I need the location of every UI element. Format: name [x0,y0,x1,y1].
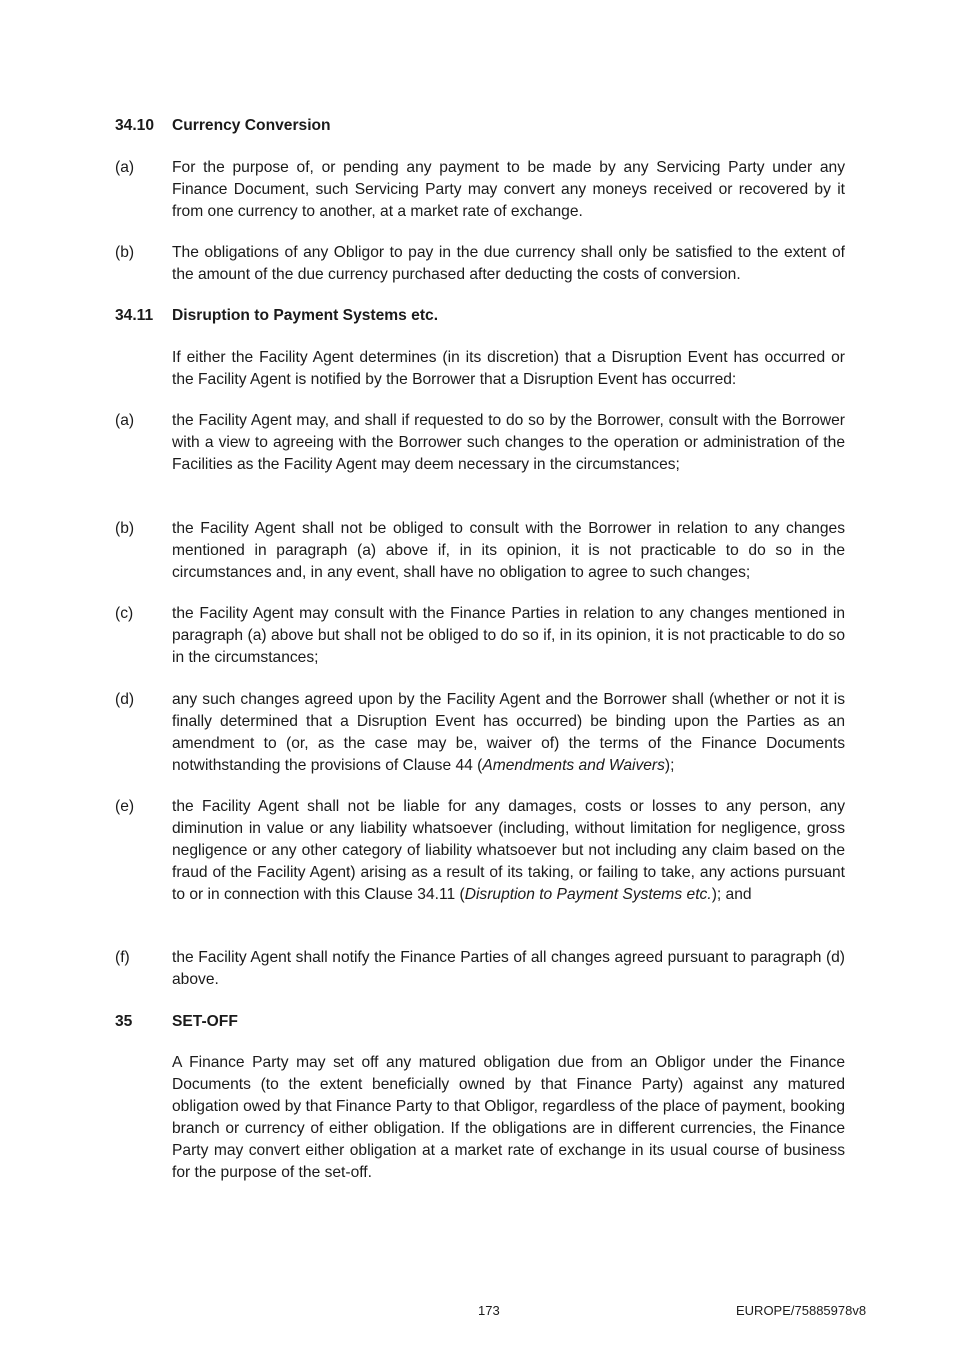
clause-34-11-para-a [115,410,845,476]
clause-number: 35 [115,1013,133,1030]
clause-reference-title: Amendments and Waivers [482,757,665,774]
clause-title: SET-OFF [172,1013,238,1030]
clause-34-10-para-b [115,242,845,286]
para-text: the Facility Agent may consult with the Finance Parties in relation to any changes mentioned in paragraph (a) above but shall not be obliged to do so if, in its opinion, it is not practicable to do so in the circumstances; [172,605,845,666]
clause-34-11-heading [115,305,438,327]
clause-35-heading [115,1011,238,1033]
para-label: (a) [115,159,135,176]
para-label: (a) [115,412,135,429]
para-text: For the purpose of, or pending any payment to be made by any Servicing Party under any Finance Document, such Servicing Party may convert any moneys received or recovered by it from one currency to another, at a market rate of exchange. [172,159,845,220]
clause-34-11-para-d [115,689,845,777]
para-text: the Facility Agent shall not be obliged to consult with the Borrower in relation to any changes mentioned in paragraph (a) above if, in its opinion, it is not practicable to do so in the circumstances and, in any event, shall have no obligation to agree to such changes; [172,520,845,581]
clause-number: 34.11 [115,307,154,324]
para-label: (c) [115,605,134,622]
clause-34-11-para-c [115,603,845,669]
para-text-main: any such changes agreed upon by the Facility Agent and the Borrower shall (whether or not it is finally determined that a Disruption Event has occurred) be binding upon the Parties as an amendment to (or, as the case may be, waiver of) the terms of the Finance Documents notwithstanding the provisions of Clause 44 ( [172,691,845,774]
para-text: The obligations of any Obligor to pay in the due currency shall only be satisfied to the extent of the amount of the due currency purchased after deducting the costs of conversion. [172,244,845,283]
clause-34-10-para-a [115,157,845,223]
clause-34-11-para-e [115,796,845,906]
para-text-end: ); and [711,886,752,903]
clause-34-11-para-b [115,518,845,584]
para-text [172,796,845,906]
para-text: the Facility Agent shall notify the Finance Parties of all changes agreed pursuant to paragraph (d) above. [172,949,845,988]
para-label: (b) [115,520,135,537]
para-label: (f) [115,949,130,966]
clause-34-11-intro: If either the Facility Agent determines (in its discretion) that a Disruption Event has occurred or the Facility Agent is notified by the Borrower that a Disruption Event has occurred: [172,349,845,388]
para-label: (d) [115,691,135,708]
clause-35-text: A Finance Party may set off any matured obligation due from an Obligor under the Finance Documents (to the extent beneficially owned by that Finance Party) against any matured obligation owed by that Finance Party to that Obligor, regardless of the place of payment, booking branch or currency of either obligation. If the obligations are in different currencies, the Finance Party may convert either obligation at a market rate of exchange in its usual course of business for the purpose of the set-off. [172,1054,845,1181]
para-text-main: the Facility Agent shall not be liable for any damages, costs or losses to any person, any diminution in value or any liability whatsoever (including, without limitation for negligence, gross negligence or any other category of liability whatsoever but not including any claim based on the fraud of the Facility Agent) arising as a result of its taking, or failing to take, any actions pursuant to or in connection with this Clause 34.11 ( [172,798,845,903]
document-reference: EUROPE/75885978v8 [736,1303,867,1318]
clause-34-11-para-f [115,947,845,991]
para-label: (e) [115,798,135,815]
clause-reference-title: Disruption to Payment Systems etc. [464,886,712,903]
clause-title: Disruption to Payment Systems etc. [172,307,439,324]
para-label: (b) [115,244,135,261]
para-text [172,689,845,777]
clause-title: Currency Conversion [172,117,331,134]
clause-34-10-heading [115,115,331,137]
para-text: the Facility Agent may, and shall if requested to do so by the Borrower, consult with the Borrower with a view to agreeing with the Borrower such changes to the operation or administration of the Facilities as the Facility Agent may deem necessary in the circumstances; [172,412,845,473]
page-number: 173 [478,1303,500,1318]
clause-number: 34.10 [115,117,155,134]
para-text-end: ); [664,757,675,774]
